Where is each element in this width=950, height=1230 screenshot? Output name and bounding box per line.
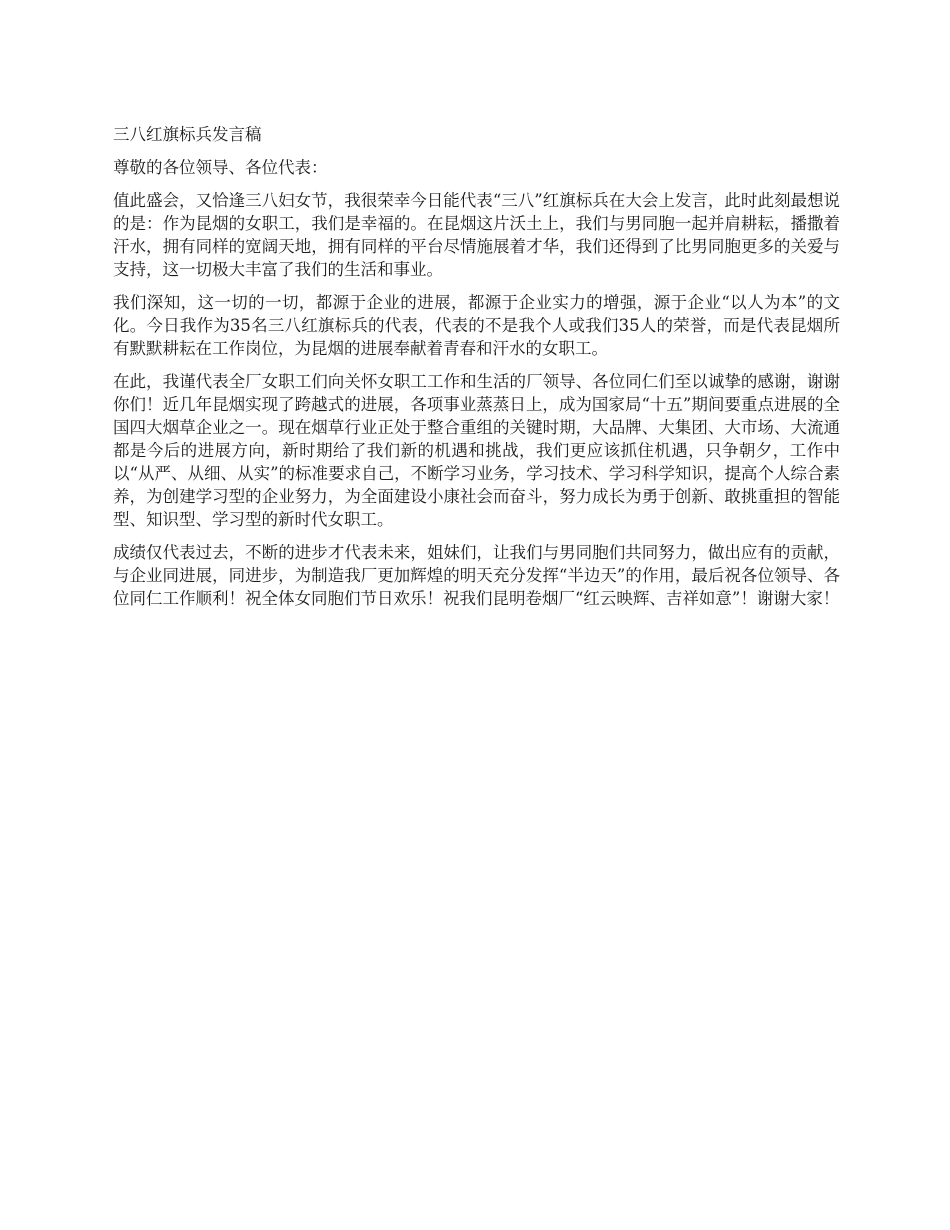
paragraph-1: 值此盛会，又恰逢三八妇女节，我很荣幸今日能代表“三八”红旗标兵在大会上发言，此时此刻最想说的是：作为昆烟的女职工，我们是幸福的。在昆烟这片沃土上，我们与男同胞一起并肩耕耘，播撒着汗水，拥有同样的宽阔天地，拥有同样的平台尽情施展着才华，我们还得到了比男同胞更多的关爱与支持，这一切极大丰富了我们的生活和事业。 <box>113 191 840 279</box>
document-title: 三八红旗标兵发言稿 <box>113 125 262 144</box>
document-page <box>113 123 840 620</box>
paragraph-3: 在此，我谨代表全厂女职工们向关怀女职工工作和生活的厂领导、各位同仁们至以诚挚的感谢，谢谢你们！近几年昆烟实现了跨越式的进展，各项事业蒸蒸日上，成为国家局“十五”期间要重点进展的全国四大烟草企业之一。现在烟草行业正处于整合重组的关键时期，大品牌、大集团、大市场、大流通都是今后的进展方向，新时期给了我们新的机遇和挑战，我们更应该抓住机遇，只争朝夕，工作中以“从严、从细、从实”的标准要求自己，不断学习业务，学习技术、学习科学知识，提高个人综合素养，为创建学习型的企业努力，为全面建设小康社会而奋斗，努力成长为勇于创新、敢挑重担的智能型、知识型、学习型的新时代女职工。 <box>113 372 840 529</box>
salutation: 尊敬的各位领导、各位代表： <box>113 158 328 177</box>
paragraph-4: 成绩仅代表过去，不断的进步才代表未来，姐妹们，让我们与男同胞们共同努力，做出应有的贡献，与企业同进展，同进步，为制造我厂更加辉煌的明天充分发挥“半边天”的作用，最后祝各位领导、各位同仁工作顺利！祝全体女同胞们节日欢乐！祝我们昆明卷烟厂“红云映辉、吉祥如意”！谢谢大家！ <box>113 543 840 608</box>
paragraph-2: 我们深知，这一切的一切，都源于企业的进展，都源于企业实力的增强，源于企业“以人为本”的文化。今日我作为35名三八红旗标兵的代表，代表的不是我个人或我们35人的荣誉，而是代表昆烟所有默默耕耘在工作岗位，为昆烟的进展奉献着青春和汗水的女职工。 <box>113 293 840 358</box>
